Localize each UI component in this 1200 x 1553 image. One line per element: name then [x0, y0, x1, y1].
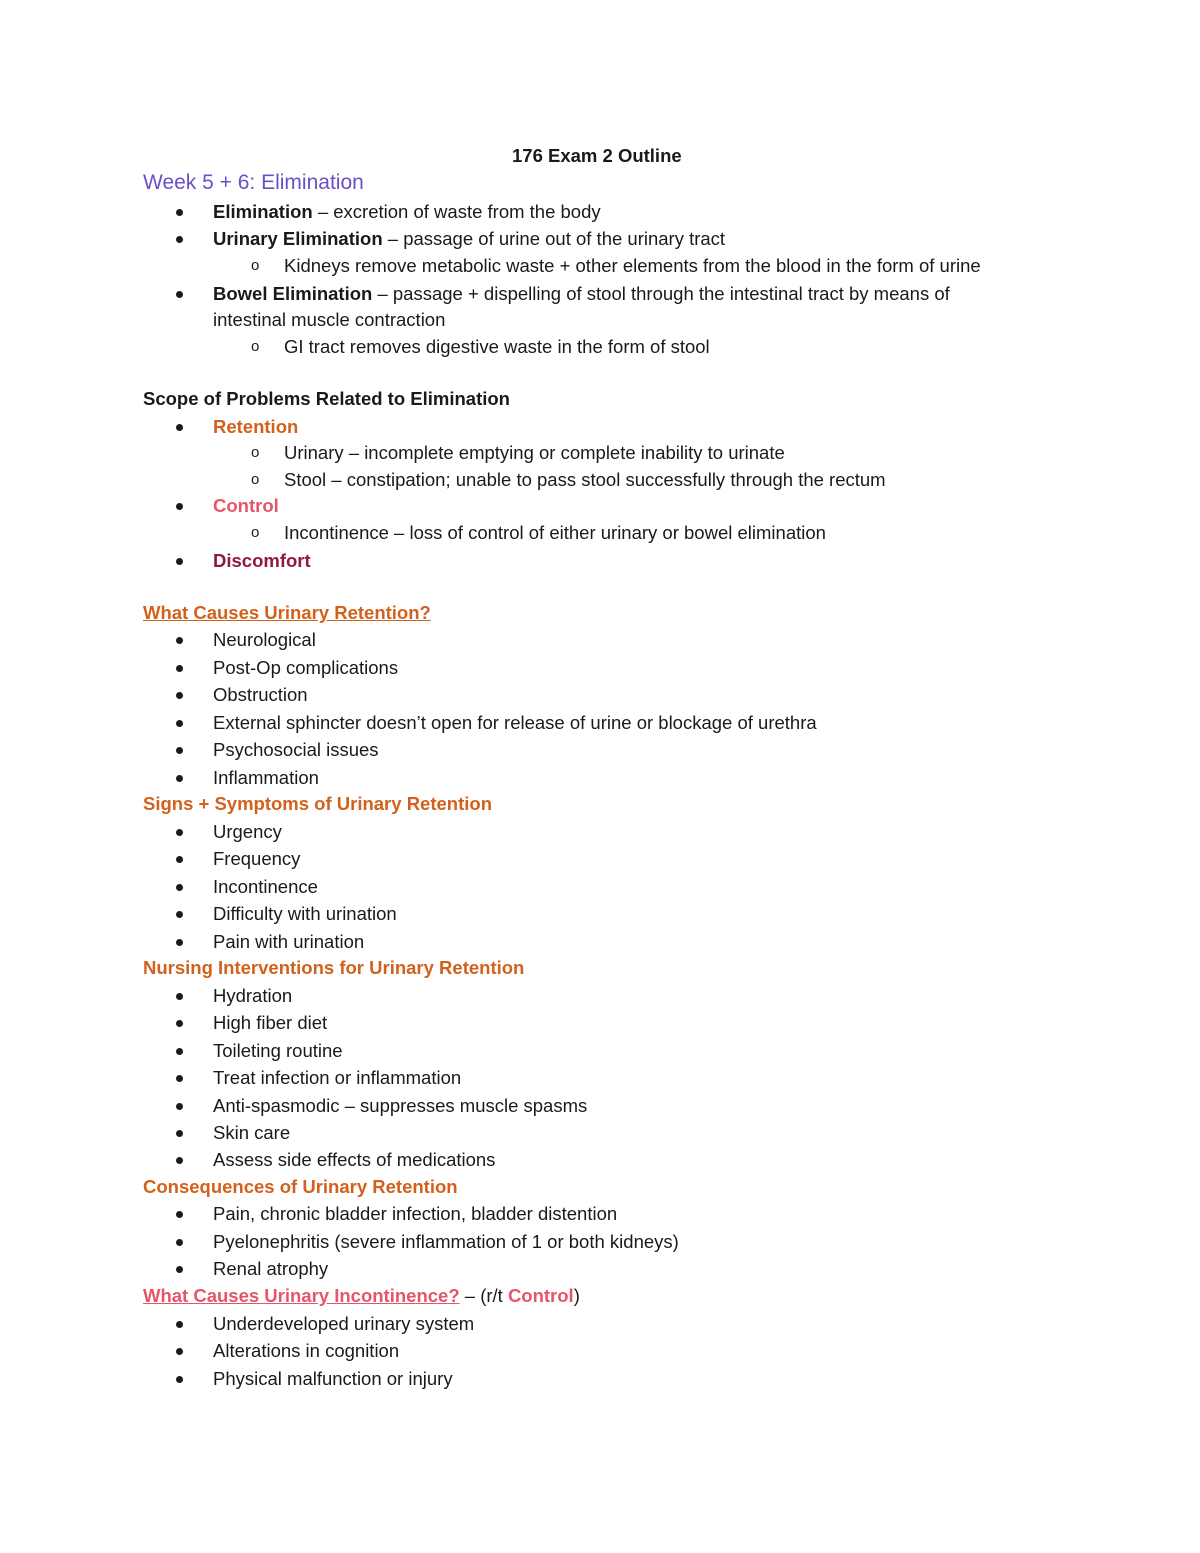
bullet-icon: [176, 1130, 183, 1137]
bullet-icon: [176, 1321, 183, 1328]
scope-retention: Retention: [213, 416, 299, 437]
list-item: Pain with urination: [213, 931, 365, 952]
heading-causes-incontinence: [143, 1284, 580, 1308]
list-item: Toileting routine: [213, 1040, 343, 1061]
bullet-icon: [176, 1239, 183, 1246]
bullet-icon: [176, 637, 183, 644]
list-item: Incontinence: [213, 876, 318, 897]
scope-control: Control: [213, 495, 279, 516]
scope-heading: Scope of Problems Related to Elimination: [143, 388, 510, 409]
list-item: External sphincter doesn’t open for release of urine or blockage of urethra: [213, 712, 817, 733]
bullet-icon: [176, 1020, 183, 1027]
sub-bullet-icon: o: [251, 471, 260, 488]
heading-suffix-pre: – (r/t: [459, 1285, 508, 1306]
list-item: Pyelonephritis (severe inflammation of 1 or both kidneys): [213, 1231, 679, 1252]
list-item: Physical malfunction or injury: [213, 1368, 453, 1389]
sub-bullet-icon: o: [251, 257, 260, 274]
list-item: Psychosocial issues: [213, 739, 379, 760]
definition-elimination: [213, 200, 601, 224]
heading-suffix-control: Control: [507, 1285, 574, 1306]
list-item: Underdeveloped urinary system: [213, 1313, 475, 1334]
list-item: Neurological: [213, 629, 316, 650]
sub-item-gi-tract: GI tract removes digestive waste in the form of stool: [284, 336, 710, 357]
bullet-icon: [176, 558, 183, 565]
term-label: Elimination: [213, 201, 313, 222]
bullet-icon: [176, 884, 183, 891]
list-item: Inflammation: [213, 767, 319, 788]
term-definition: – passage + dispelling of stool through the intestinal tract by means of: [372, 283, 950, 304]
list-item: Difficulty with urination: [213, 903, 397, 924]
bullet-icon: [176, 911, 183, 918]
bullet-icon: [176, 209, 183, 216]
heading-causes-retention: What Causes Urinary Retention?: [143, 602, 431, 623]
bullet-icon: [176, 993, 183, 1000]
bullet-icon: [176, 939, 183, 946]
heading-suffix-post: ): [573, 1285, 580, 1306]
heading-consequences-retention: Consequences of Urinary Retention: [143, 1176, 458, 1197]
bullet-icon: [176, 1211, 183, 1218]
definition-bowel-elimination: [213, 282, 950, 306]
bullet-icon: [176, 665, 183, 672]
bullet-icon: [176, 424, 183, 431]
bullet-icon: [176, 1075, 183, 1082]
list-item: Obstruction: [213, 684, 308, 705]
bullet-icon: [176, 291, 183, 298]
definition-urinary-elimination: [213, 227, 725, 251]
heading-label: What Causes Urinary Incontinence?: [143, 1285, 460, 1306]
definition-continuation: intestinal muscle contraction: [213, 309, 446, 330]
sub-item-urinary: Urinary – incomplete emptying or complete inability to urinate: [284, 442, 785, 463]
bullet-icon: [176, 856, 183, 863]
sub-item-incontinence: Incontinence – loss of control of either urinary or bowel elimination: [284, 522, 826, 543]
bullet-icon: [176, 720, 183, 727]
term-label: Urinary Elimination: [213, 228, 383, 249]
bullet-icon: [176, 775, 183, 782]
sub-bullet-icon: o: [251, 338, 260, 355]
sub-bullet-icon: o: [251, 444, 260, 461]
list-item: Renal atrophy: [213, 1258, 329, 1279]
list-item: Frequency: [213, 848, 301, 869]
bullet-icon: [176, 1266, 183, 1273]
list-item: High fiber diet: [213, 1012, 328, 1033]
list-item: Assess side effects of medications: [213, 1149, 496, 1170]
list-item: Urgency: [213, 821, 282, 842]
sub-item-stool: Stool – constipation; unable to pass stool successfully through the rectum: [284, 469, 886, 490]
sub-item-kidneys: Kidneys remove metabolic waste + other elements from the blood in the form of urine: [284, 255, 981, 276]
list-item: Skin care: [213, 1122, 291, 1143]
bullet-icon: [176, 503, 183, 510]
document-title: 176 Exam 2 Outline: [512, 145, 682, 166]
bullet-icon: [176, 1376, 183, 1383]
bullet-icon: [176, 747, 183, 754]
list-item: Treat infection or inflammation: [213, 1067, 462, 1088]
bullet-icon: [176, 829, 183, 836]
bullet-icon: [176, 1048, 183, 1055]
scope-discomfort: Discomfort: [213, 550, 311, 571]
week-heading: Week 5 + 6: Elimination: [143, 171, 364, 194]
bullet-icon: [176, 1103, 183, 1110]
bullet-icon: [176, 236, 183, 243]
bullet-icon: [176, 1348, 183, 1355]
list-item: Alterations in cognition: [213, 1340, 400, 1361]
bullet-icon: [176, 692, 183, 699]
list-item: Post-Op complications: [213, 657, 399, 678]
term-definition: – passage of urine out of the urinary tract: [382, 228, 726, 249]
heading-nursing-retention: Nursing Interventions for Urinary Retention: [143, 957, 525, 978]
term-definition: – excretion of waste from the body: [312, 201, 601, 222]
list-item: Anti-spasmodic – suppresses muscle spasms: [213, 1095, 588, 1116]
list-item: Hydration: [213, 985, 293, 1006]
list-item: Pain, chronic bladder infection, bladder distention: [213, 1203, 618, 1224]
heading-signs-retention: Signs + Symptoms of Urinary Retention: [143, 793, 492, 814]
sub-bullet-icon: o: [251, 524, 260, 541]
bullet-icon: [176, 1157, 183, 1164]
term-label: Bowel Elimination: [213, 283, 373, 304]
